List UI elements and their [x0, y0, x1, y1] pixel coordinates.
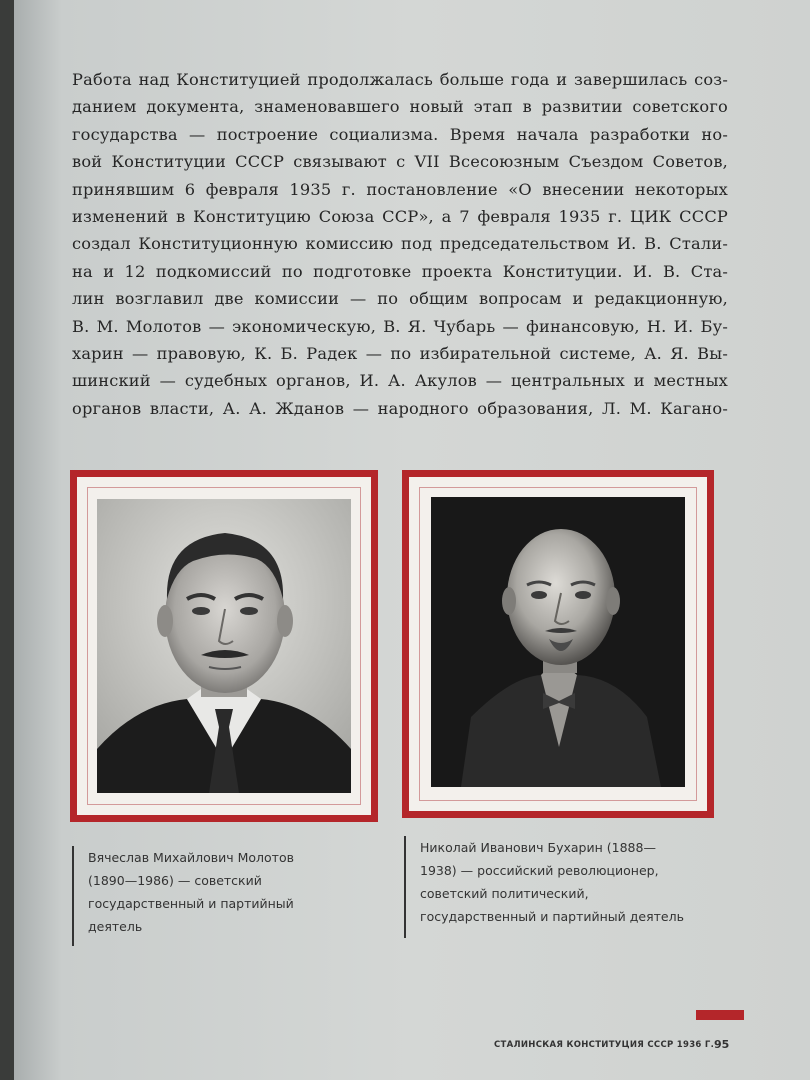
molotov-caption	[72, 846, 348, 946]
text-line: на и 12 подкомиссий по подготовке проекта Конституции. И. В. Ста-	[72, 261, 728, 281]
text-line: харин — правовую, К. Б. Радек — по избирательной системе, А. Я. Вы-	[72, 344, 728, 364]
book-page	[14, 0, 810, 1080]
text-line: лин возглавил две комиссии — по общим вопросам и редакционную,	[72, 289, 728, 309]
caption-line: деятель	[88, 919, 143, 934]
caption-line: Вячеслав Михайлович Молотов	[88, 850, 294, 865]
text-line: вой Конституции СССР связывают с VII Всесоюзным Съездом Советов,	[72, 152, 728, 172]
caption-line: Николай Иванович Бухарин (1888—	[420, 840, 656, 855]
bukharin-photo-frame	[402, 470, 714, 818]
caption-line: государственный и партийный деятель	[420, 909, 684, 924]
bukharin-portrait	[431, 497, 685, 787]
bukharin-caption	[404, 836, 720, 938]
text-line: данием документа, знаменовавшего новый этап в развитии советского	[72, 97, 728, 117]
molotov-photo-frame	[70, 470, 378, 822]
text-line: государства — построение социализма. Время начала разработки но-	[72, 124, 728, 144]
body-paragraph	[72, 66, 728, 422]
caption-line: государственный и партийный	[88, 896, 294, 911]
caption-line: (1890—1986) — советский	[88, 873, 262, 888]
text-line: создал Конституционную комиссию под председательством И. В. Стали-	[72, 234, 728, 254]
footer-accent-bar	[696, 1010, 744, 1020]
text-line: органов власти, А. А. Жданов — народного образования, Л. М. Кагано-	[72, 398, 728, 418]
caption-line: советский политический,	[420, 886, 589, 901]
text-line: шинский — судебных органов, И. А. Акулов — центральных и местных	[72, 371, 728, 391]
text-line: изменений в Конституцию Союза ССР», а 7 февраля 1935 г. ЦИК СССР	[72, 207, 728, 227]
page-number: 95	[714, 1038, 730, 1051]
text-line: В. М. Молотов — экономическую, В. Я. Чубарь — финансовую, Н. И. Бу-	[72, 316, 728, 336]
text-line: Работа над Конституцией продолжалась больше года и завершилась соз-	[72, 70, 728, 89]
molotov-portrait	[97, 499, 351, 793]
text-line: принявшим 6 февраля 1935 г. постановление «О внесении некоторых	[72, 179, 728, 199]
caption-line: 1938) — российский революционер,	[420, 863, 659, 878]
running-footer-title: СТАЛИНСКАЯ КОНСТИТУЦИЯ СССР 1936 Г.	[494, 1040, 715, 1050]
